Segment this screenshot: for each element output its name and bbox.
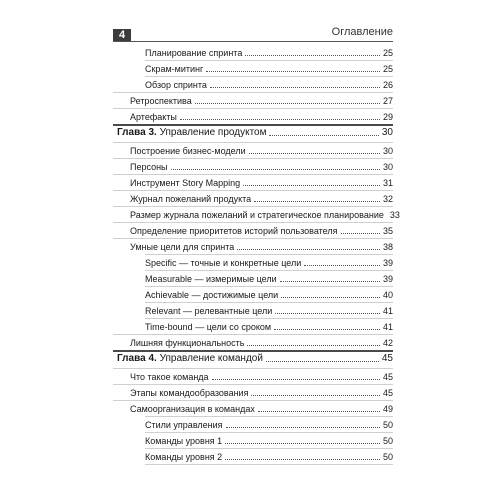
entry-divider — [113, 142, 393, 143]
toc-entry-page: 35 — [382, 226, 393, 236]
dot-leader — [269, 134, 378, 136]
entry-divider — [113, 206, 393, 207]
toc-entry-title: Specific — точные и конкретные цели — [145, 258, 302, 268]
chapter-title: Управление продуктом — [159, 127, 267, 138]
toc-entry-page: 27 — [382, 96, 393, 106]
entry-divider — [113, 400, 393, 401]
entry-divider — [145, 286, 393, 287]
dot-leader — [249, 152, 380, 154]
entry-divider — [145, 464, 393, 465]
toc-entry — [145, 289, 393, 301]
dot-leader — [258, 410, 380, 412]
toc-entry-title: Умные цели для спринта — [130, 242, 235, 252]
toc-entry-page: 39 — [382, 274, 393, 284]
toc-entry — [130, 145, 393, 157]
toc-entry-page: 38 — [382, 242, 393, 252]
toc-entry — [130, 193, 393, 205]
entry-divider — [145, 270, 393, 271]
toc-entry-page: 39 — [382, 258, 393, 268]
toc-entry-page: 30 — [382, 146, 393, 156]
toc-entry — [145, 419, 393, 431]
toc-entry-page: 32 — [382, 194, 393, 204]
entry-divider — [113, 238, 393, 239]
toc-entry-page: 50 — [382, 436, 393, 446]
entry-divider — [113, 158, 393, 159]
toc-entry-title: Measurable — измеримые цели — [145, 274, 277, 284]
entry-divider — [113, 384, 393, 385]
toc-entry-page: 33 — [389, 210, 400, 220]
entry-divider — [113, 334, 393, 335]
entry-divider — [113, 222, 393, 223]
dot-leader — [243, 184, 380, 186]
dot-leader — [225, 442, 380, 444]
toc-entry-title: Размер журнала пожеланий и стратегическое планирование — [130, 210, 384, 220]
toc-entry-page: 45 — [382, 372, 393, 382]
dot-leader — [226, 426, 380, 428]
toc-entry — [145, 257, 393, 269]
toc-entry-title: Стили управления — [145, 420, 223, 430]
chapter-divider — [113, 124, 393, 126]
toc-chapter — [117, 353, 393, 365]
dot-leader — [274, 328, 380, 330]
toc-entry-page: 41 — [382, 322, 393, 332]
toc-entry-title: Персоны — [130, 162, 168, 172]
entry-divider — [145, 302, 393, 303]
toc-entry-title: Самоорганизация в командах — [130, 404, 255, 414]
toc-entry — [130, 241, 393, 253]
toc-chapter — [117, 127, 393, 139]
dot-leader — [254, 200, 380, 202]
toc-entry-page: 40 — [382, 290, 393, 300]
toc-entry-title: Relevant — релевантные цели — [145, 306, 273, 316]
toc-entry-page: 41 — [382, 306, 393, 316]
toc-entry-page: 50 — [382, 452, 393, 462]
toc-entry-title: Time-bound — цели со сроком — [145, 322, 272, 332]
toc-entry-title: Построение бизнес-модели — [130, 146, 246, 156]
toc-entry-title: Инструмент Story Mapping — [130, 178, 241, 188]
dot-leader — [245, 54, 380, 56]
dot-leader — [281, 296, 380, 298]
toc-entry-title: Определение приоритетов историй пользователя — [130, 226, 338, 236]
toc-entry — [130, 337, 393, 349]
toc-entry-title: Скрам-митинг — [145, 64, 204, 74]
dot-leader — [210, 86, 380, 88]
toc-entry-title: Обзор спринта — [145, 80, 207, 90]
toc-entry-page: 50 — [382, 420, 393, 430]
toc-entry — [145, 79, 393, 91]
toc-entry — [130, 371, 393, 383]
toc-entry — [130, 403, 393, 415]
dot-leader — [206, 70, 380, 72]
running-title: Оглавление — [331, 26, 393, 38]
entry-divider — [145, 76, 393, 77]
toc-entry — [130, 209, 400, 221]
dot-leader — [280, 280, 380, 282]
toc-entry — [130, 177, 393, 189]
entry-divider — [113, 92, 393, 93]
dot-leader — [251, 394, 380, 396]
toc-entry — [145, 47, 393, 59]
toc-entry — [145, 63, 393, 75]
page-number: 4 — [113, 29, 131, 41]
chapter-divider — [113, 350, 393, 352]
toc-entry — [130, 225, 393, 237]
dot-leader — [195, 102, 380, 104]
toc-entry-title: Артефакты — [130, 112, 177, 122]
toc-entry — [130, 111, 393, 123]
toc-entry — [145, 321, 393, 333]
entry-divider — [113, 368, 393, 369]
dot-leader — [212, 378, 380, 380]
entry-divider — [113, 108, 393, 109]
toc-entry — [145, 305, 393, 317]
chapter-number: Глава 4. — [117, 353, 157, 364]
toc-entry — [145, 451, 393, 463]
dot-leader — [275, 312, 380, 314]
toc-entry-page: 25 — [382, 64, 393, 74]
toc-entry — [130, 161, 393, 173]
chapter-page: 30 — [381, 127, 393, 138]
dot-leader — [247, 344, 380, 346]
entry-divider — [145, 254, 393, 255]
chapter-page: 45 — [381, 353, 393, 364]
toc-entry-page: 49 — [382, 404, 393, 414]
entry-divider — [145, 448, 393, 449]
entry-divider — [145, 432, 393, 433]
toc-entry-title: Журнал пожеланий продукта — [130, 194, 252, 204]
toc-entry-page: 45 — [382, 388, 393, 398]
dot-leader — [341, 232, 380, 234]
toc-entry-page: 42 — [382, 338, 393, 348]
chapter-title: Управление командой — [159, 353, 263, 364]
entry-divider — [145, 416, 393, 417]
dot-leader — [171, 168, 380, 170]
toc-entry-title: Планирование спринта — [145, 48, 243, 58]
toc-entry-title: Команды уровня 1 — [145, 436, 223, 446]
dot-leader — [180, 118, 380, 120]
entry-divider — [113, 174, 393, 175]
dot-leader — [266, 360, 379, 362]
dot-leader — [237, 248, 380, 250]
toc-entry-page: 26 — [382, 80, 393, 90]
toc-entry-title: Лишняя функциональность — [130, 338, 245, 348]
entry-divider — [145, 318, 393, 319]
toc-entry — [130, 387, 393, 399]
toc-entry — [130, 95, 393, 107]
toc-entry-title: Achievable — достижимые цели — [145, 290, 279, 300]
entry-divider — [145, 60, 393, 61]
toc-entry — [145, 435, 393, 447]
entry-divider — [113, 190, 393, 191]
toc-entry-page: 30 — [382, 162, 393, 172]
chapter-number: Глава 3. — [117, 127, 157, 138]
toc-entry-title: Этапы командообразования — [130, 388, 249, 398]
toc-entry-title: Ретроспектива — [130, 96, 192, 106]
dot-leader — [225, 458, 380, 460]
toc-entry-page: 29 — [382, 112, 393, 122]
toc-entry-title: Что такое команда — [130, 372, 209, 382]
dot-leader — [304, 264, 380, 266]
toc-entry — [145, 273, 393, 285]
toc-entry-title: Команды уровня 2 — [145, 452, 223, 462]
toc-entry-page: 31 — [382, 178, 393, 188]
toc-entry-page: 25 — [382, 48, 393, 58]
